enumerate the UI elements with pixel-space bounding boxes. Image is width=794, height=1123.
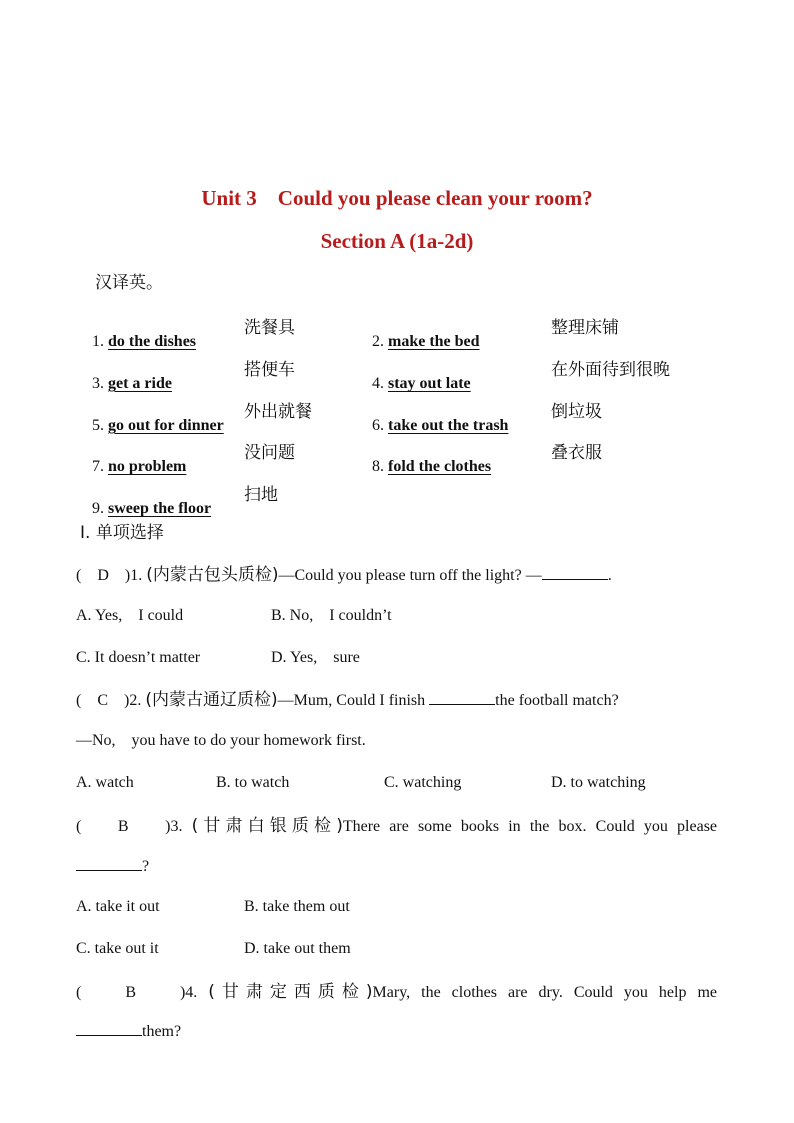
vocab-item-4: 4. stay out late xyxy=(372,375,471,392)
answer-blank xyxy=(76,856,142,871)
option-b: B. take them out xyxy=(244,898,350,915)
option-b: B. No, I couldn’t xyxy=(271,607,392,624)
question-source: (甘肃白银质检) xyxy=(191,816,343,836)
vocab-chinese: 在外面待到很晚 xyxy=(551,360,670,380)
vocab-answer: no problem xyxy=(108,458,187,475)
question-source: (内蒙古包头质检) xyxy=(146,565,279,585)
vocab-answer: make the bed xyxy=(388,333,480,350)
vocab-chinese: 外出就餐 xyxy=(244,402,312,422)
vocab-item-9: 9. sweep the floor xyxy=(92,500,212,517)
question-4-continued: them? xyxy=(76,1021,181,1043)
option-d: D. Yes, sure xyxy=(271,649,360,666)
vocab-chinese: 倒垃圾 xyxy=(551,402,602,422)
option-c: C. take out it xyxy=(76,940,159,957)
vocab-item-1: 1. do the dishes xyxy=(92,333,197,350)
unit-title: Unit 3 Could you please clean your room? xyxy=(201,186,593,210)
vocab-chinese: 整理床铺 xyxy=(551,318,619,338)
option-b: B. to watch xyxy=(216,774,290,791)
option-c: C. It doesn’t matter xyxy=(76,649,201,666)
question-4: ( B )4. (甘肃定西质检)Mary, the clothes are dry. Could you help me xyxy=(76,982,718,1002)
answer-letter: C xyxy=(97,692,108,709)
answer-blank xyxy=(429,690,495,705)
option-d: D. take out them xyxy=(244,940,351,957)
option-a: A. take it out xyxy=(76,898,160,915)
question-3-continued: ? xyxy=(76,856,149,878)
vocab-chinese: 叠衣服 xyxy=(551,443,602,463)
vocab-chinese: 洗餐具 xyxy=(244,318,295,338)
answer-blank xyxy=(76,1021,142,1036)
vocab-item-8: 8. fold the clothes xyxy=(372,458,492,475)
section-heading-multiple-choice: Ⅰ. 单项选择 xyxy=(80,523,164,543)
answer-blank xyxy=(542,565,608,580)
section-title: Section A (1a-2d) xyxy=(320,229,474,253)
vocab-answer: fold the clothes xyxy=(388,458,492,475)
vocab-answer: go out for dinner xyxy=(108,417,224,434)
vocab-answer: take out the trash xyxy=(388,417,509,434)
vocab-answer: sweep the floor xyxy=(108,500,212,517)
answer-letter: B xyxy=(117,818,129,835)
option-c: C. watching xyxy=(384,774,462,791)
vocab-heading: 汉译英。 xyxy=(95,273,163,293)
option-a: A. watch xyxy=(76,774,134,791)
vocab-chinese: 搭便车 xyxy=(244,360,295,380)
vocab-answer: get a ride xyxy=(108,375,172,392)
vocab-item-2: 2. make the bed xyxy=(372,333,480,350)
vocab-answer: do the dishes xyxy=(108,333,197,350)
answer-letter: D xyxy=(97,567,109,584)
vocab-chinese: 没问题 xyxy=(244,443,295,463)
question-2: ( C )2. (内蒙古通辽质检)—Mum, Could I finish the football match? xyxy=(76,690,619,710)
question-3: ( B )3. (甘肃白银质检)There are some books in the box. Could you please xyxy=(76,816,718,836)
vocab-chinese: 扫地 xyxy=(244,485,278,505)
vocab-answer: stay out late xyxy=(388,375,471,392)
question-2-reply: —No, you have to do your homework first. xyxy=(76,732,366,749)
question-source: (甘肃定西质检) xyxy=(208,982,373,1002)
vocab-item-5: 5. go out for dinner xyxy=(92,417,224,434)
vocab-item-6: 6. take out the trash xyxy=(372,417,509,434)
question-1: ( D )1. (内蒙古包头质检)—Could you please turn off the light? — . xyxy=(76,565,612,585)
vocab-item-3: 3. get a ride xyxy=(92,375,172,392)
option-d: D. to watching xyxy=(551,774,646,791)
vocab-item-7: 7. no problem xyxy=(92,458,187,475)
option-a: A. Yes, I could xyxy=(76,607,184,624)
answer-letter: B xyxy=(125,984,136,1001)
question-source: (内蒙古通辽质检) xyxy=(145,690,278,710)
